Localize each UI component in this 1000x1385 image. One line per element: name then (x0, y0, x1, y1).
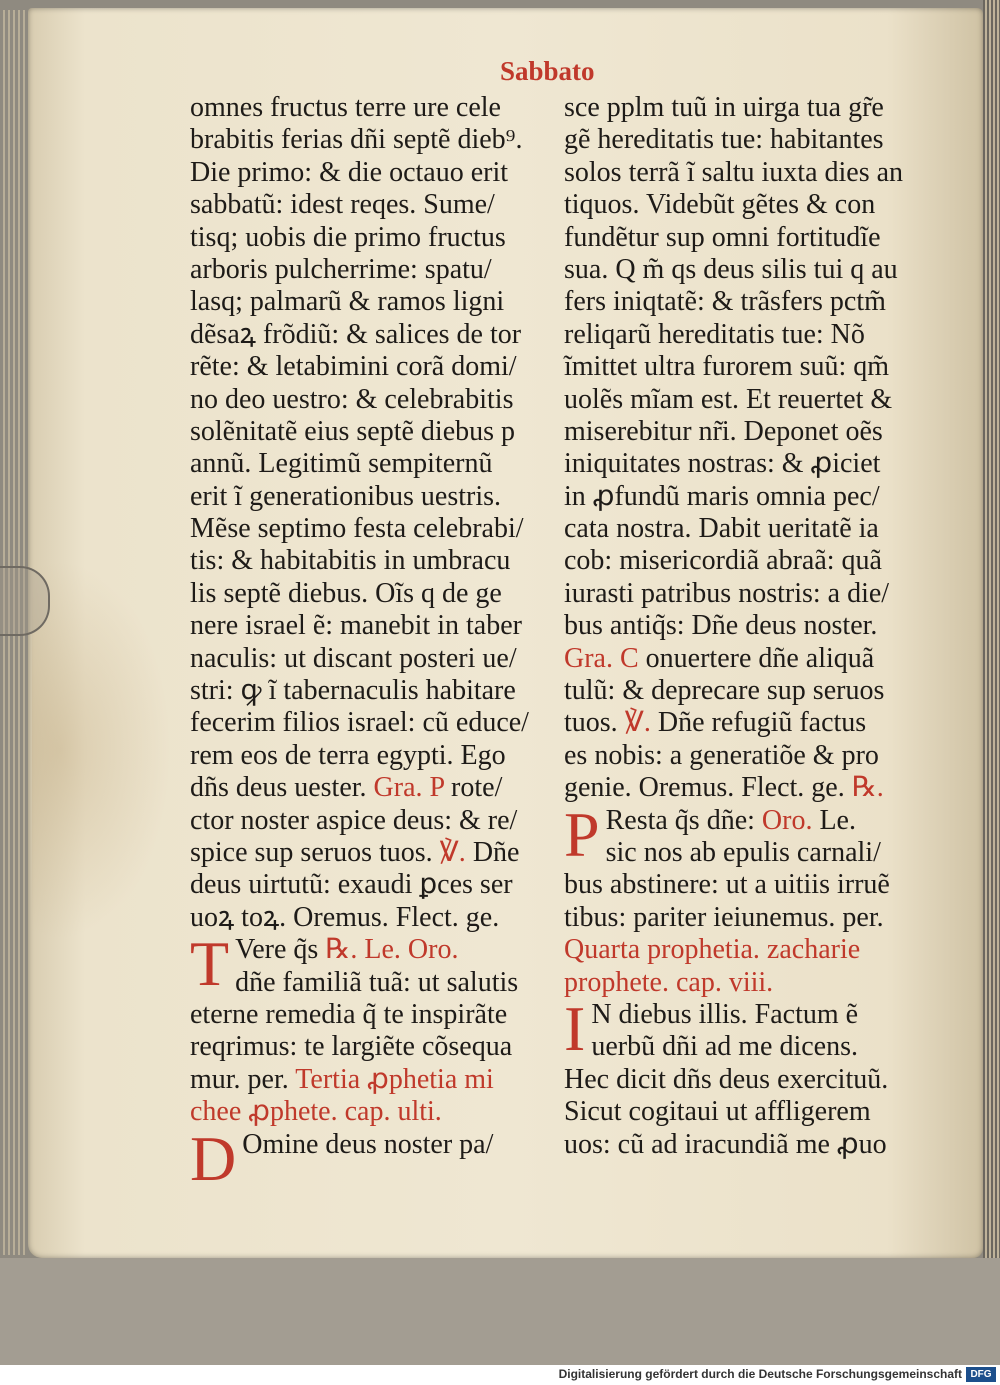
text-line (190, 286, 550, 318)
line-text: Die primo: & die octauo erit (190, 156, 509, 188)
text-line (564, 513, 924, 545)
line-text: no deo uestro: & celebrabitis (190, 383, 514, 415)
line-text: Hec dicit dñs deus exercituũ. (564, 1063, 889, 1095)
line-text: fers iniqtatẽ: & trãsfers pctm̃ (564, 286, 886, 318)
text-line (564, 1129, 924, 1161)
rubric-text: prophete. cap. viii. (564, 966, 774, 998)
line-text: naculis: ut discant posteri ue/ (190, 642, 517, 674)
line-text: gẽ hereditatis tue: habitantes (564, 124, 884, 156)
line-text: reliqarũ hereditatis tue: Nõ (564, 318, 865, 350)
line-text: tisq; uobis die primo fructus (190, 221, 506, 253)
line-text: lasq; palmarũ & ramos ligni (190, 286, 505, 318)
line-text: fundẽtur sup omni fortitudĩe (564, 221, 881, 253)
line-text: arboris pulcherrime: spatu/ (190, 253, 492, 285)
line-text: cob: misericordiã abraã: quã (564, 545, 882, 577)
text-line (564, 222, 924, 254)
text-line (564, 837, 924, 869)
text-line (190, 189, 550, 221)
text-line (190, 772, 550, 804)
line-text: stri: ꝙ ĩ tabernaculis habitare (190, 675, 516, 707)
line-text: fecerim filios israel: cũ educe/ (190, 707, 529, 739)
rubricated-initial: I (564, 992, 586, 1064)
right-text-column (564, 92, 924, 1161)
text-line (564, 578, 924, 610)
text-line (190, 448, 550, 480)
text-line (190, 707, 550, 739)
left-text-column (190, 92, 550, 1194)
rubric-text: Gra. P (373, 772, 452, 804)
text-line (190, 675, 550, 707)
line-text: annũ. Legitimũ sempiternũ (190, 448, 493, 480)
line-text: solẽnitatẽ eius septẽ diebus p (190, 415, 516, 447)
text-line (564, 157, 924, 189)
text-line (190, 319, 550, 351)
line-text: sce pplm tuũ in uirga tua gr̃e (564, 92, 884, 123)
text-line (564, 448, 924, 480)
line-text: reqrimus: te largiẽte cõsequa (190, 1031, 513, 1063)
text-line (190, 92, 550, 124)
text-line (564, 286, 924, 318)
rubric-text: ℣. (624, 707, 658, 739)
text-line (564, 351, 924, 383)
text-line (564, 384, 924, 416)
line-text: iniquitates nostras: & ꝓiciet (564, 448, 881, 480)
line-text: uoꝝ toꝝ. Oremus. Flect. ge. (190, 901, 500, 933)
text-line (564, 254, 924, 286)
text-line (190, 643, 550, 675)
rubric-text: Quarta prophetia. zacharie (564, 934, 861, 966)
page-clip (0, 566, 50, 636)
text-line (564, 643, 924, 675)
text-line (564, 707, 924, 739)
line-text: rẽte: & letabimini corã domi/ (190, 351, 517, 383)
line-text: rote/ (451, 772, 503, 804)
line-text: ctor noster aspice deus: & re/ (190, 804, 518, 836)
text-line (190, 1031, 550, 1063)
text-line (564, 416, 924, 448)
text-line (190, 545, 550, 577)
rubricated-initial: D (190, 1122, 237, 1194)
line-text: sabbatũ: idest reqes. Sume/ (190, 189, 495, 221)
line-text: Dñe (472, 836, 520, 868)
text-line (190, 578, 550, 610)
text-line (564, 610, 924, 642)
line-text: brabitis ferias dñi septẽ dieb⁹. (190, 124, 523, 156)
text-line (190, 222, 550, 254)
running-title: Sabbato (500, 56, 595, 86)
rubricated-initial: T (190, 928, 230, 1000)
page-stain (32, 560, 172, 940)
text-line (190, 384, 550, 416)
line-text: Mẽse septimo festa celebrabi/ (190, 513, 524, 545)
text-line (190, 481, 550, 513)
rubric-text: Gra. C (564, 642, 646, 674)
line-text: tiquos. Videbũt gẽtes & con (564, 189, 876, 221)
line-text: nere israel ẽ: manebit in taber (190, 610, 522, 642)
text-line (190, 416, 550, 448)
text-line (190, 1096, 550, 1128)
dfg-logo: DFG (966, 1367, 996, 1382)
rubric-text: Oro. (761, 804, 820, 836)
line-text: bus abstinere: ut a uitiis irruẽ (564, 869, 890, 901)
line-text: uolẽs mĩam est. Et reuertet & (564, 383, 893, 415)
text-line (190, 902, 550, 934)
text-line (564, 1031, 924, 1063)
line-text: dẽsaꝝ frõdiũ: & salices de tor (190, 318, 522, 350)
text-line (190, 999, 550, 1031)
text-line (564, 675, 924, 707)
line-text: deus uirtutũ: exaudi ꝑces ser (190, 869, 513, 901)
line-text: sic nos ab epulis carnali/ (605, 836, 881, 868)
text-line (190, 967, 550, 999)
text-line (564, 319, 924, 351)
line-text: N diebus illis. Factum ẽ (591, 998, 859, 1030)
text-line (190, 805, 550, 837)
page-edge-right (983, 0, 1000, 1365)
text-line (564, 1096, 924, 1128)
line-text: uerbũ dñi ad me dicens. (591, 1031, 859, 1063)
text-line (190, 610, 550, 642)
text-line (564, 1064, 924, 1096)
text-line (190, 254, 550, 286)
text-line (190, 157, 550, 189)
line-text: mur. per. (190, 1063, 296, 1095)
text-line (190, 1122, 550, 1194)
line-text: Resta q̃s dñe: (605, 804, 762, 836)
text-line (564, 92, 924, 124)
line-text: lis septẽ diebus. Oĩs q de ge (190, 577, 502, 609)
line-text: bus antiq̃s: Dñe deus noster. (564, 610, 878, 642)
line-text: tis: & habitabitis in umbracu (190, 545, 511, 577)
line-text: omnes fructus terre ure cele (190, 92, 501, 123)
text-line (190, 124, 550, 156)
footer-credit: Digitalisierung gefördert durch die Deutsche Forschungsgemeinschaft (558, 1367, 962, 1381)
line-text: erit ĩ generationibus uestris. (190, 480, 502, 512)
line-text: dñe familiã tuã: ut salutis (235, 966, 519, 998)
text-line (190, 351, 550, 383)
text-line (190, 869, 550, 901)
line-text: cata nostra. Dabit ueritatẽ ia (564, 513, 879, 545)
line-text: Omine deus noster pa/ (242, 1128, 494, 1160)
rubric-text: ℞. Le. Oro. (325, 934, 459, 966)
line-text: ĩmittet ultra furorem suũ: qm̃ (564, 351, 890, 383)
text-line (190, 837, 550, 869)
line-text: onuertere dñe aliquã (645, 642, 875, 674)
line-text: tulũ: & deprecare sup seruos (564, 675, 885, 707)
line-text: Vere q̃s (235, 934, 326, 966)
line-text: es nobis: a generatiõe & pro (564, 739, 879, 771)
line-text: genie. Oremus. Flect. ge. (564, 772, 852, 804)
line-text: solos terrã ĩ saltu iuxta dies an (564, 156, 904, 188)
footer-bar (0, 1365, 1000, 1385)
line-text: sua. Q m̃ qs deus silis tui q au (564, 253, 898, 285)
text-line (564, 772, 924, 804)
text-line (564, 902, 924, 934)
text-line (564, 481, 924, 513)
line-text: Le. (819, 804, 856, 836)
text-line (564, 869, 924, 901)
line-text: miserebitur nr̃i. Deponet oẽs (564, 415, 883, 447)
line-text: in ꝓfundũ maris omnia pec/ (564, 480, 880, 512)
text-line (564, 545, 924, 577)
rubric-text: ℣. (439, 836, 473, 868)
rubric-text: ℞. (851, 772, 884, 804)
text-line (190, 513, 550, 545)
line-text: dñs deus uester. (190, 772, 374, 804)
line-text: tibus: pariter ieiunemus. per. (564, 901, 884, 933)
text-line (190, 740, 550, 772)
text-line (564, 124, 924, 156)
line-text: eterne remedia q̃ te inspirãte (190, 998, 508, 1030)
line-text: Sicut cogitaui ut affligerem (564, 1096, 871, 1128)
line-text: spice sup seruos tuos. (190, 836, 440, 868)
rubric-text: Tertia ꝓphetia mi (295, 1063, 494, 1095)
rubricated-initial: P (564, 798, 600, 870)
text-line (564, 934, 924, 966)
text-line (564, 189, 924, 221)
line-text: tuos. (564, 707, 625, 739)
text-line (564, 967, 924, 999)
line-text: rem eos de terra egypti. Ego (190, 739, 506, 771)
rubric-text: chee ꝓphete. cap. ulti. (190, 1096, 442, 1128)
scanner-bed (0, 1258, 1000, 1365)
line-text: iurasti patribus nostris: a die/ (564, 577, 890, 609)
line-text: uos: cũ ad iracundiã me ꝓuo (564, 1128, 887, 1160)
text-line (190, 1064, 550, 1096)
line-text: Dñe refugiũ factus (657, 707, 867, 739)
text-line (564, 740, 924, 772)
